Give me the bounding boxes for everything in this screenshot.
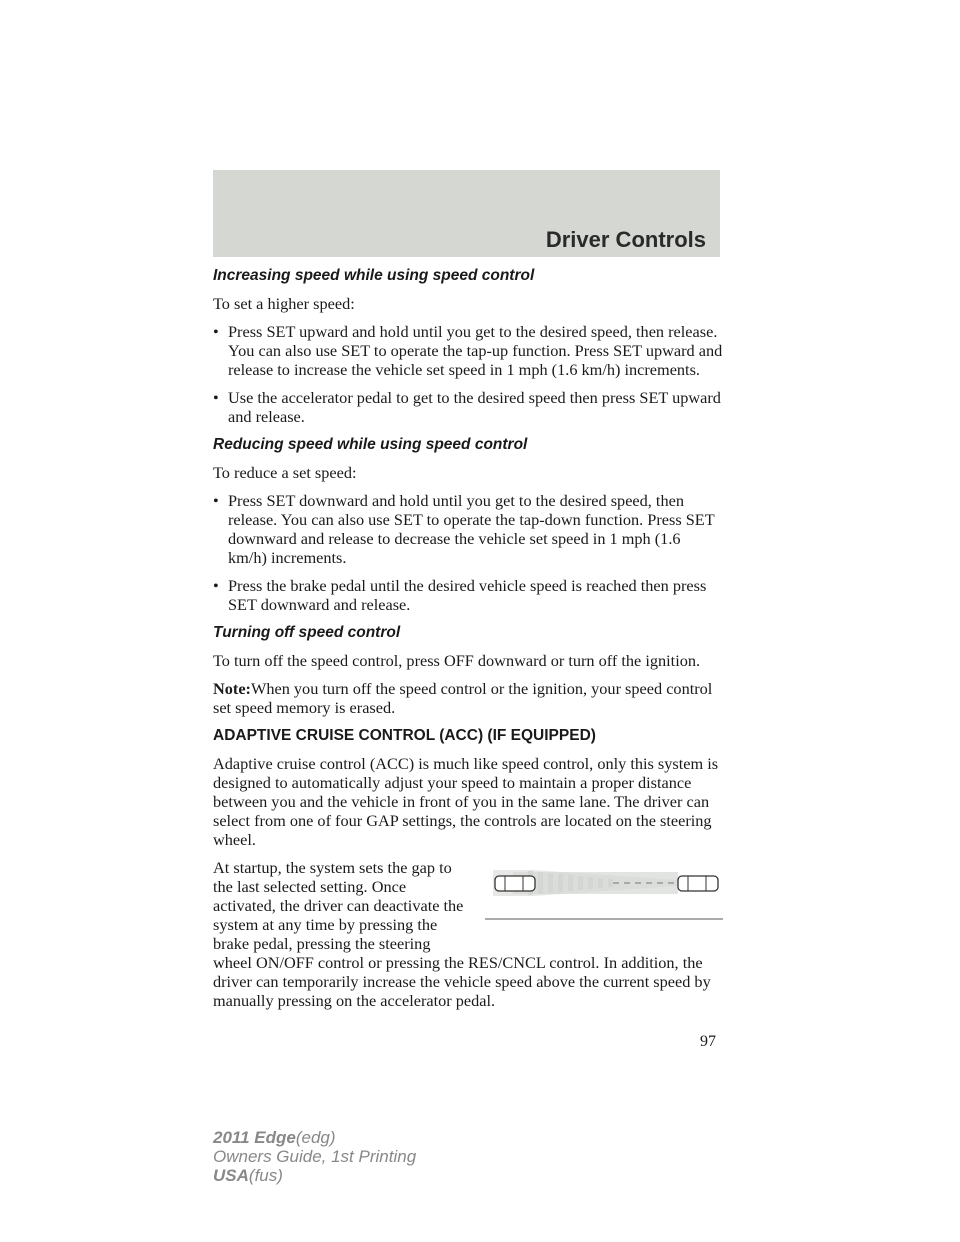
note-text: When you turn off the speed control or the ignition, your speed control set speed memory is erased. [213, 679, 713, 717]
car-behind-icon [495, 876, 535, 891]
page-content [213, 266, 723, 1019]
turning-off-body: To turn off the speed control, press OFF downward or turn off the ignition. [213, 651, 701, 670]
heading-increasing-speed: Increasing speed while using speed control [213, 267, 535, 284]
section-header-band [213, 170, 720, 257]
list-item-text: Use the accelerator pedal to get to the desired speed then press SET upward and release. [228, 388, 721, 426]
list-item-text: Press the brake pedal until the desired vehicle speed is reached then press SET downward and release. [228, 576, 707, 614]
heading-turning-off: Turning off speed control [213, 624, 401, 641]
list-item-text: Press SET upward and hold until you get to the desired speed, then release. You can also use SET to operate the tap-up function. Press SET upward and release to increase the vehicle set speed in 1 mph (1.6 km/h) increments. [228, 322, 723, 379]
increase-bullet-list [213, 322, 723, 426]
footer-market: USA [213, 1166, 249, 1185]
gap-distance-illustration [483, 862, 723, 932]
increase-intro: To set a higher speed: [213, 294, 355, 313]
reduce-intro: To reduce a set speed: [213, 463, 357, 482]
footer-line-1 [213, 1128, 416, 1147]
page-number: 97 [700, 1033, 716, 1050]
bullet-icon: • [213, 388, 219, 407]
bullet-icon: • [213, 576, 219, 595]
footer-model: 2011 Edge [213, 1128, 296, 1147]
footer-line-2: Owners Guide, 1st Printing [213, 1147, 417, 1166]
document-footer [213, 1128, 416, 1185]
bullet-icon: • [213, 322, 219, 341]
section-title: Driver Controls [545, 227, 706, 252]
acc-body-1: Adaptive cruise control (ACC) is much like speed control, only this system is designed to automatically adjust your speed to maintain a proper distance between you and the vehicle in front of you in the same lane. The driver can select from one of four GAP settings, the controls are located on the steering wheel. [213, 754, 719, 849]
car-ahead-icon [678, 876, 718, 891]
heading-reducing-speed: Reducing speed while using speed control [213, 436, 528, 453]
heading-adaptive-cruise-control: ADAPTIVE CRUISE CONTROL (ACC) (IF EQUIPPED) [213, 727, 596, 744]
footer-line-3 [213, 1166, 416, 1185]
list-item [213, 576, 723, 614]
bullet-icon: • [213, 491, 219, 510]
footer-market-code: (fus) [248, 1166, 283, 1185]
list-item-text: Press SET downward and hold until you get to the desired speed, then release. You can also use SET to operate the tap-down function. Press SET downward and release to decrease the vehicle set speed in 1 mph (1.6 km/h) increments. [228, 491, 715, 567]
reduce-bullet-list [213, 491, 723, 614]
note-paragraph [213, 679, 723, 717]
acc-body-2: At startup, the system sets the gap to the last selected setting. Once activated, the driver can deactivate the system at any time by pressing the brake pedal, pressing the steering wheel ON/OFF control or pressing the RES/CNCL control. In addition, the driver can temporarily increase the vehicle speed above the current speed by manually pressing on the accelerator pedal. [213, 858, 711, 1010]
footer-model-code: (edg) [295, 1128, 336, 1147]
list-item [213, 491, 723, 567]
list-item [213, 322, 723, 379]
note-label: Note: [213, 679, 251, 698]
list-item [213, 388, 723, 426]
